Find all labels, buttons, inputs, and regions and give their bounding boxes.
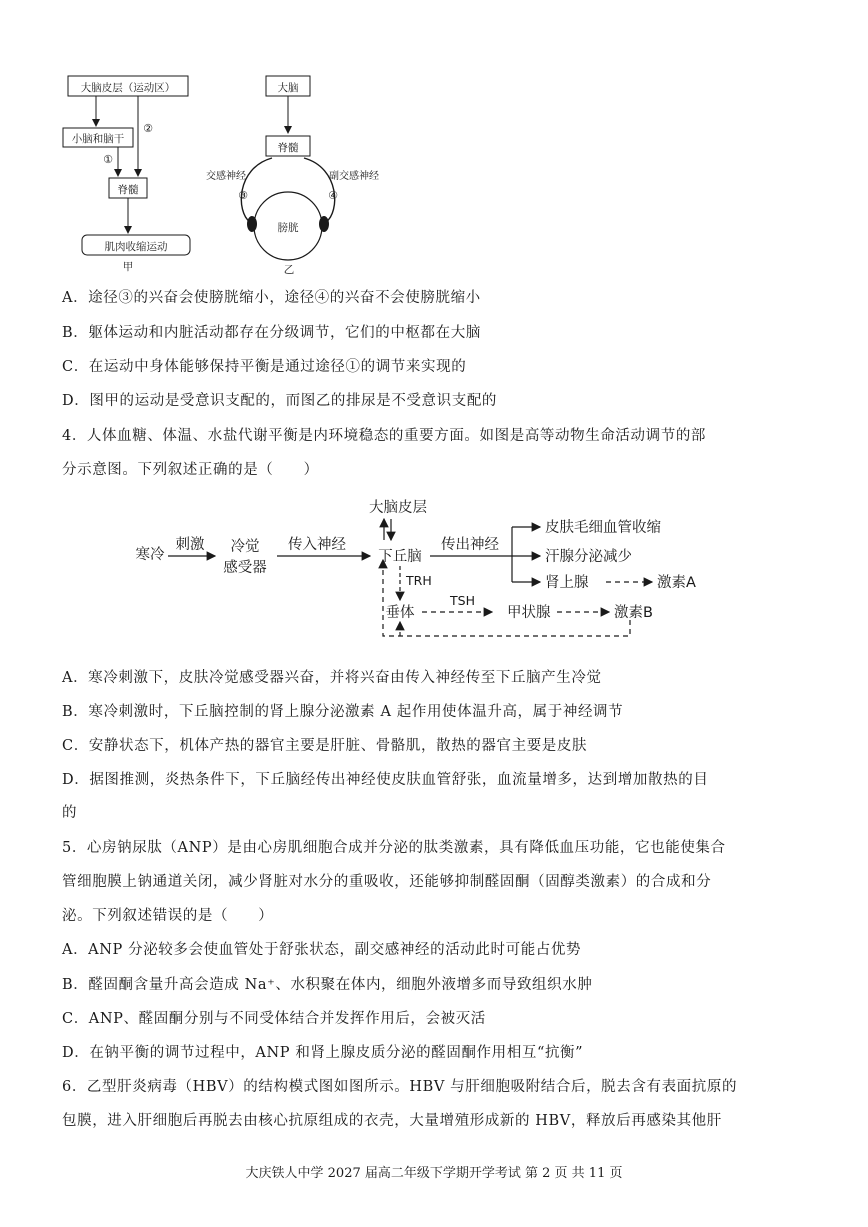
label-pituitary: 垂体 [385,605,415,621]
q3-option-a: A．途径③的兴奋会使膀胱缩小，途径④的兴奋不会使膀胱缩小 [62,290,481,306]
q5-stem-line-2: 管细胞膜上钠通道关闭，减少肾脏对水分的重吸收，还能够抑制醛固酮（固醇类激素）的合成和分 [62,874,712,890]
label-path3: ③ [238,189,248,202]
label-bladder: 膀胱 [277,222,299,234]
label-out3: 肾上腺 [545,575,589,591]
label-receptor-2: 感受器 [223,560,267,576]
caption-yi: 乙 [283,264,295,276]
label-receptor-1: 冷觉 [230,539,260,555]
label-afferent: 传入神经 [288,537,346,553]
label-trh: TRH [406,573,432,588]
q6-stem-line-2: 包膜，进入肝细胞后再脱去由核心抗原组成的衣壳，大量增殖形成新的 HBV，释放后再感染其他肝 [62,1113,722,1129]
figure-thermoregulation [120,490,720,640]
label-spinal-jia: 脊髓 [117,184,139,196]
label-path2: ② [143,122,153,135]
label-out1: 皮肤毛细血管收缩 [545,520,661,536]
label-sympathetic: 交感神经 [206,171,246,182]
label-thyroid: 甲状腺 [507,605,551,621]
q5-stem-line-3: 泌。下列叙述错误的是（ ） [62,908,274,924]
label-brain: 大脑 [277,82,299,94]
q4-stem-line-1: 4．人体血糖、体温、水盐代谢平衡是内环境稳态的重要方面。如图是高等动物生命活动调节的部 [62,428,707,444]
q5-option-d: D．在钠平衡的调节过程中，ANP 和肾上腺皮质分泌的醛固酮作用相互“抗衡” [62,1045,584,1061]
q4-stem-line-2: 分示意图。下列叙述正确的是（ ） [62,462,319,478]
label-cold: 寒冷 [135,547,165,563]
label-cortex: 大脑皮层（运动区） [80,82,176,94]
label-muscle: 肌肉收缩运动 [104,241,168,253]
label-stimulus: 刺激 [175,537,205,553]
q3-option-c: C．在运动中身体能够保持平衡是通过途径①的调节来实现的 [62,359,467,375]
label-hormone-a: 激素A [657,575,696,591]
q4-option-a: A．寒冷刺激下，皮肤冷觉感受器兴奋，并将兴奋由传入神经传至下丘脑产生冷觉 [62,670,602,686]
q5-option-a: A．ANP 分泌较多会使血管处于舒张状态，副交感神经的活动此时可能占优势 [62,942,582,958]
label-out2: 汗腺分泌减少 [545,549,632,565]
label-cerebellum: 小脑和脑干 [71,133,125,145]
q4-option-d: D．据图推测，炎热条件下，下丘脑经传出神经使皮肤血管舒张，血流量增多，达到增加散热的目 [62,772,709,788]
q4-option-d-cont: 的 [62,805,78,821]
q5-stem-line-1: 5．心房钠尿肽（ANP）是由心房肌细胞合成并分泌的肽类激素，具有降低血压功能，它也能使集合 [62,840,726,856]
q5-option-c: C．ANP、醛固酮分别与不同受体结合并发挥作用后，会被灭活 [62,1011,486,1027]
label-parasympathetic: 副交感神经 [329,171,379,182]
label-hypothalamus: 下丘脑 [378,549,422,565]
synapse-right [319,216,329,232]
label-hormone-b: 激素B [614,605,653,621]
q6-stem-line-1: 6．乙型肝炎病毒（HBV）的结构模式图如图所示。HBV 与肝细胞吸附结合后，脱去含有表面抗原的 [62,1079,738,1095]
q4-option-c: C．安静状态下，机体产热的器官主要是肝脏、骨骼肌，散热的器官主要是皮肤 [62,738,588,754]
figure-yi [195,70,395,280]
label-path4: ④ [328,189,338,202]
label-efferent: 传出神经 [441,537,499,553]
q3-option-b: B．躯体运动和内脏活动都存在分级调节，它们的中枢都在大脑 [62,325,481,341]
caption-jia: 甲 [122,261,134,273]
label-path1: ① [103,153,113,166]
feedback-loop [383,560,630,636]
label-cortex-2: 大脑皮层 [369,500,427,516]
q5-option-b: B．醛固酮含量升高会造成 Na⁺、水积聚在体内，细胞外液增多而导致组织水肿 [62,977,593,993]
q4-option-b: B．寒冷刺激时，下丘脑控制的肾上腺分泌激素 A 起作用使体温升高，属于神经调节 [62,704,624,720]
label-tsh: TSH [450,593,475,608]
q3-option-d: D．图甲的运动是受意识支配的，而图乙的排尿是不受意识支配的 [62,393,498,409]
label-spinal-yi: 脊髓 [277,142,299,154]
page-footer: 大庆铁人中学 2027 届高二年级下学期开学考试 第 2 页 共 11 页 [245,1166,623,1181]
synapse-left [247,216,257,232]
figure-jia [60,70,210,275]
